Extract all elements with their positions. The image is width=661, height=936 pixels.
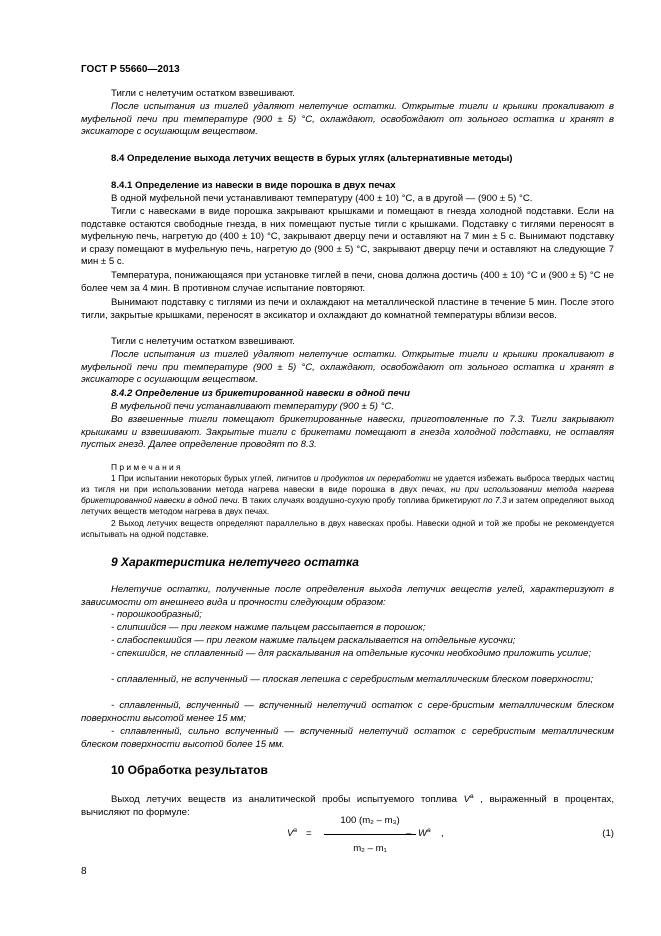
paragraph: После испытания из тиглей удаляют нелетучие остатки. Открытые тигли и крышки прокаливают в муфельной печи при температуре (900 ± 5) °С, охлаждают, освобождают от зольного остатка и хранят в эксикаторе с осушающим веществом.	[81, 101, 614, 138]
formula-w-superscript: a	[427, 827, 431, 834]
list-item: - порошкообразный;	[111, 609, 202, 620]
formula-comma: ,	[441, 828, 444, 839]
page-number: 8	[81, 866, 87, 877]
formula-equals: =	[306, 828, 312, 839]
paragraph: Нелетучие остатки, полученные после определения выхода летучих веществ углей, характеризуют в зависимости от внешнего вида и прочности следующим образом:	[81, 584, 614, 608]
formula-denominator: m₂ – m₁	[353, 843, 387, 854]
paragraph: Вынимают подставку с тиглями из печи и охлаждают на металлической пластине в течение 5 мин. После этого тигли, закрытые крышками, переносят в эксикатор и охлаждают до комнатной температуры вблизи весов.	[81, 297, 614, 321]
list-item: - сплавленный, сильно вспученный — вспученный нелетучий остаток с серебристым металлическим блеском поверхности высотой более 15 мм.	[81, 726, 614, 750]
paragraph: Тигли с нелетучим остатком взвешивают.	[111, 88, 295, 99]
subsection-heading-8-4-1: 8.4.1 Определение из навески в виде порошка в двух печах	[111, 180, 396, 191]
formula-w: W	[418, 828, 428, 840]
formula-numerator: 100 (m₂ – m₃)	[340, 815, 400, 826]
note-2: 2 Выход летучих веществ определяют параллельно в двух навесках пробы. Навески одной и той же пробы не рекомендуется испытывать на одной подставке.	[81, 518, 614, 539]
formula-lhs: V	[287, 828, 294, 840]
formula-lhs-superscript: a	[293, 827, 298, 834]
doc-id: ГОСТ Р 55660—2013	[81, 64, 180, 75]
fraction-bar	[324, 834, 416, 835]
list-item: - слипшийся — при легком нажиме пальцем рассыпается в порошок;	[111, 622, 426, 633]
list-item: - сплавленный, не вспученный — плоская лепешка с серебристым металлическим блеском поверхности;	[111, 674, 594, 685]
formula-number: (1)	[602, 828, 614, 839]
list-item: - сплавленный, вспученный — вспученный нелетучий остаток с сере-бристым металлическим блеском поверхности высотой менее 15 мм;	[81, 700, 614, 724]
list-item: - слабоспекшийся — при легком нажиме пальцем раскалывается на отдельные кусочки;	[111, 635, 516, 646]
formula-minus: –	[406, 828, 412, 839]
note-1: 1 При испытании некоторых бурых углей, лигнитов и продуктов их переработки не удается избежать выброса твердых частиц из тигля ни при использовании метода нагрева навески в виде порошка в двух печах, ни при использовании метода нагрева брикетированной навески в одной печи. В таких случаях воздушно-сухую пробу топлива брикетируют по 7.3 и затем определяют выход летучих веществ методом нагрева в двух печах.	[81, 473, 615, 516]
paragraph: В одной муфельной печи устанавливают температуру (400 ± 10) °С, а в другой — (900 ± 5) °С.	[111, 193, 533, 204]
paragraph: Во взвешенные тигли помещают брикетированные навески, приготовленные по 7.3. Тигли закрывают крышками и взвешивают. Закрытые тигли с брикетами помещают в гнезда холодной подставки, не оставляя пустых гнезд. Далее определение проводят по 8.3.	[81, 414, 614, 451]
section-heading-10: 10 Обработка результатов	[111, 763, 268, 777]
paragraph: В муфельной печи устанавливают температуру (900 ± 5) °С.	[111, 401, 395, 412]
list-item: - спекшийся, не сплавленный — для раскалывания на отдельные кусочки необходимо приложить усилие;	[111, 648, 592, 659]
paragraph: После испытания из тиглей удаляют нелетучие остатки. Открытые тигли и крышки прокаливают в муфельной печи при температуре (900 ± 5) °С, охлаждают, освобождают от зольного остатка и хранят в эксикаторе с осушающим веществом.	[81, 349, 614, 386]
paragraph: Температура, понижающаяся при установке тиглей в печи, снова должна достичь (400 ± 10) °С и (900 ± 5) °С не более чем за 4 мин. В противном случае испытание повторяют.	[81, 270, 614, 294]
notes-heading: П р и м е ч а н и я	[111, 462, 181, 472]
paragraph: Тигли с нелетучим остатком взвешивают.	[111, 336, 295, 347]
section-heading-9: 9 Характеристика нелетучего остатка	[111, 555, 359, 569]
section-heading-8-4: 8.4 Определение выхода летучих веществ в бурых углях (альтернативные методы)	[111, 153, 513, 164]
subsection-heading-8-4-2: 8.4.2 Определение из брикетированной навески в одной печи	[111, 388, 410, 399]
paragraph: Тигли с навесками в виде порошка закрывают крышками и помещают в гнезда холодной подставки. Если на подставке остаются свободные гнезда, в них помещают пустые тигли с крышками. Подставку с тиглями переносят в муфельную печь, нагретую до (400 ± 10) °С, закрывают дверцу печи и оставляют на 7 мин ± 5 с. Вынимают подставку и сразу помещают в муфельную печь, нагретую до (900 ± 5) °С, закрывают дверцу печи и оставляют на следующие 7 мин ± 5 с.	[81, 206, 614, 268]
paragraph: Выход летучих веществ из аналитической пробы испытуемого топлива $V^a$ , выраженный в процентах, вычисляют по формуле:	[81, 793, 614, 818]
